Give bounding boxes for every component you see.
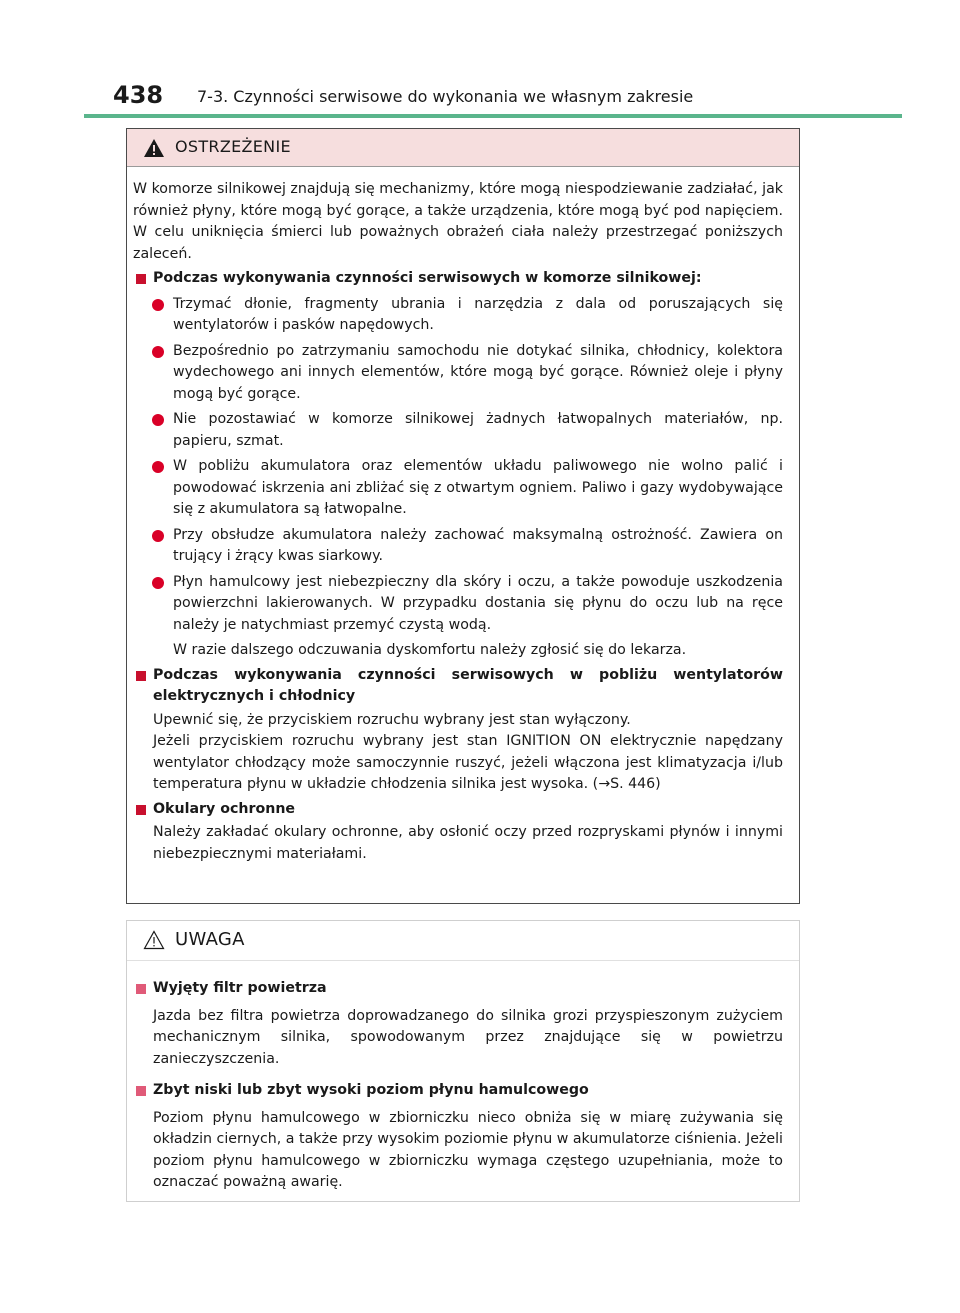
bullet-text: Trzymać dłonie, fragmenty ubrania i narzędzia z dala od poruszających się wentylatorów i pasków napędowych. <box>173 295 783 333</box>
bullet-dot-icon <box>152 414 164 426</box>
bullet-text: Przy obsłudze akumulatora należy zachować maksymalną ostrożność. Zawiera on trujący i żrący kwas siarkowy. <box>173 526 783 564</box>
bullet-dot-icon <box>152 299 164 311</box>
chapter-title: 7-3. Czynności serwisowe do wykonania we własnym zakresie <box>197 87 694 106</box>
list-item <box>133 572 783 662</box>
header-rule <box>84 114 902 118</box>
section-square-icon <box>136 805 146 815</box>
bullet-text: Nie pozostawiać w komorze silnikowej żadnych łatwopalnych materiałów, np. papieru, szmat. <box>173 411 783 449</box>
notice-content <box>127 961 799 1204</box>
bullet-dot-icon <box>152 346 164 358</box>
bullet-dot-icon <box>152 461 164 473</box>
bullet-text: W pobliżu akumulatora oraz elementów układu paliwowego nie wolno palić i powodować iskrzenia ani zbliżać się z otwartym ogniem. Paliwo i gazy wydobywające się z akumulatora są łatwopalne. <box>173 458 783 517</box>
notice-box <box>126 920 800 1202</box>
list-item <box>133 341 783 406</box>
list-item <box>133 525 783 568</box>
warning-title: OSTRZEŻENIE <box>175 137 291 156</box>
section-square-icon <box>136 1086 146 1096</box>
section-body: Jazda bez filtra powietrza doprowadzanego do silnika grozi przyspieszonym zużyciem mechanicznym silnika, spowodowanym przez znajdujące się w powietrzu zanieczyszczenia. <box>153 1007 783 1067</box>
section-title: Okulary ochronne <box>153 800 296 817</box>
section-square-icon <box>136 671 146 681</box>
section-body: Jeżeli przyciskiem rozruchu wybrany jest stan IGNITION ON elektrycznie napędzany wentylator chłodzący może samoczynnie ruszyć, jeżeli włączona jest klimatyzacja i/lub temperatura płynu w układzie chłodzenia silnika jest wysoka. (→S. 446) <box>153 733 783 792</box>
notice-section-brake-fluid <box>133 1080 783 1194</box>
section-square-icon <box>136 274 146 284</box>
section-title: Zbyt niski lub zbyt wysoki poziom płynu hamulcowego <box>153 1082 589 1098</box>
notice-section-filter <box>133 978 783 1070</box>
section-title: Podczas wykonywania czynności serwisowych w komorze silnikowej: <box>153 270 702 286</box>
section-title: Podczas wykonywania czynności serwisowych w pobliżu wentylatorów elektrycznych i chłodnicy <box>153 666 783 704</box>
warning-filled-icon <box>143 138 165 158</box>
bullet-text: Płyn hamulcowy jest niebezpieczny dla skóry i oczu, a także powoduje uszkodzenia powierzchni lakierowanych. W przypadku dostania się płynu do oczu lub na ręce należy je natychmiast przemyć czystą wodą. <box>173 573 783 633</box>
warning-content <box>127 167 799 865</box>
bullet-text: Bezpośrednio po zatrzymaniu samochodu nie dotykać silnika, chłodnicy, kolektora wydechowego ani innych elementów, które mogą być gorące. Również oleje i płyny mogą być gorące. <box>173 342 783 402</box>
section-square-icon <box>136 984 146 994</box>
warning-box <box>126 128 800 904</box>
section-body: Należy zakładać okulary ochronne, aby osłonić oczy przed rozpryskami płynów i innymi niebezpiecznymi materiałami. <box>153 824 783 862</box>
page-number: 438 <box>113 81 164 109</box>
section-title: Wyjęty filtr powietrza <box>153 980 327 996</box>
warning-section-engine <box>133 268 783 290</box>
warning-section-fans <box>133 665 783 796</box>
warning-intro: W komorze silnikowej znajdują się mechanizmy, które mogą niespodziewanie zadziałać, jak również płyny, które mogą być gorące, a także urządzenia, które mogą być pod napięciem. W celu uniknięcia śmierci lub poważnych obrażeń ciała należy przestrzegać poniższych zaleceń. <box>133 181 783 262</box>
bullet-dot-icon <box>152 530 164 542</box>
notice-header <box>127 921 799 961</box>
warning-section-goggles <box>133 799 783 866</box>
list-item <box>133 456 783 521</box>
bullet-dot-icon <box>152 577 164 589</box>
list-item <box>133 294 783 337</box>
warning-header <box>127 129 799 167</box>
warning-outline-icon <box>143 930 165 950</box>
notice-title: UWAGA <box>175 929 245 950</box>
section-body: Upewnić się, że przyciskiem rozruchu wybrany jest stan wyłączony. <box>153 711 631 728</box>
section-body: Poziom płynu hamulcowego w zbiorniczku nieco obniża się w miarę zużywania się okładzin ciernych, a także przy wysokim poziomie płynu w akumulatorze ciśnienia. Jeżeli poziom płynu hamulcowego w zbiorniczku wymaga częstego uzupełniania, może to oznaczać poważną awarię. <box>153 1109 783 1190</box>
list-item <box>133 409 783 452</box>
bullet-extra-text: W razie dalszego odczuwania dyskomfortu należy zgłosić się do lekarza. <box>173 642 687 658</box>
